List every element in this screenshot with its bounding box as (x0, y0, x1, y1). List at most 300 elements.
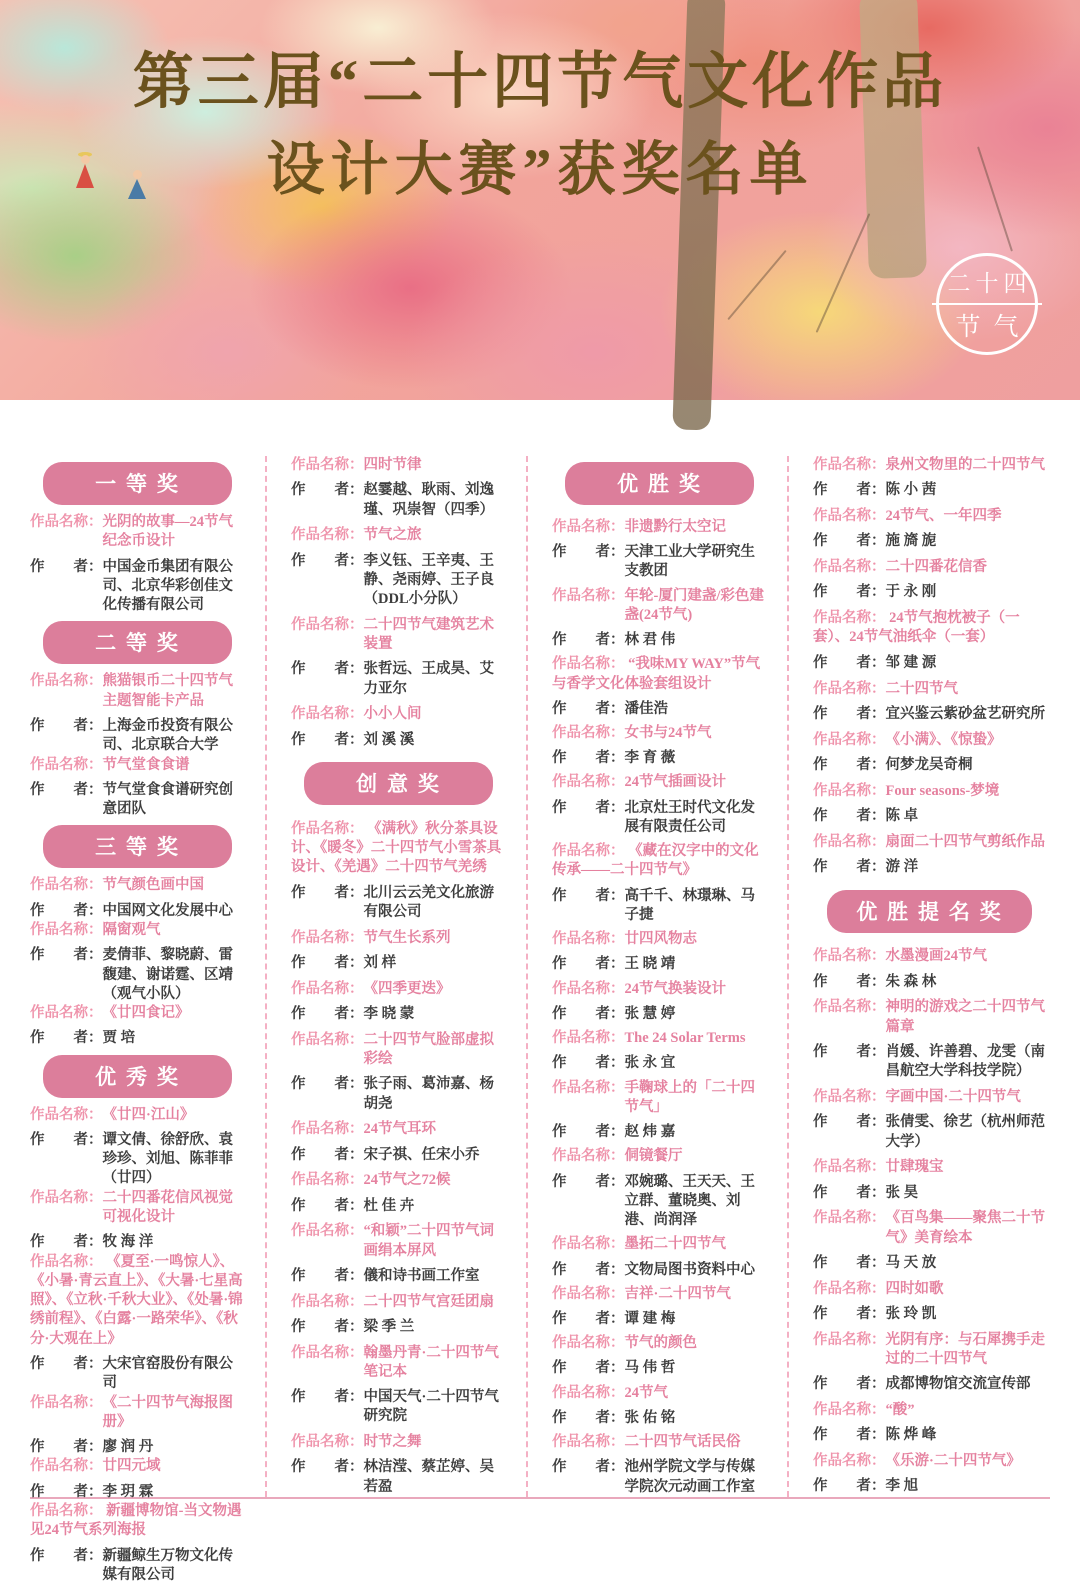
work-name-label: 作品名称： (30, 921, 103, 938)
author-label: 作 者： (552, 1005, 625, 1022)
logo-text-bottom: 节气 (955, 312, 1032, 341)
author-row (552, 1359, 767, 1378)
work-name-label: 作品名称： (813, 1331, 886, 1348)
work-name-label: 作品名称： (552, 1335, 625, 1352)
work-name-value: 24节气换装设计 (624, 980, 726, 997)
work-row (291, 1120, 506, 1139)
author-value: 邹 建 源 (885, 654, 937, 671)
work-name-value: 节气之旅 (363, 527, 422, 544)
award-entry (813, 1452, 1046, 1497)
author-label: 作 者： (552, 1310, 625, 1327)
author-value: 文物局图书资料中心 (624, 1261, 755, 1278)
work-name-value: 光阴有序：与石犀携手走过的二十四节气 (885, 1331, 1045, 1368)
author-label: 作 者： (813, 1114, 886, 1131)
work-row (813, 1331, 1046, 1370)
award-entry (291, 980, 506, 1025)
award-entry (30, 756, 245, 820)
work-name-value: 四时如歌 (885, 1280, 944, 1297)
work-name-label: 作品名称： (30, 514, 103, 530)
work-name-label: 作品名称： (813, 559, 886, 576)
author-value: 中国金币集团有限公司、北京华彩创佳文化传播有限公司 (102, 558, 233, 614)
work-name-label: 作品名称： (813, 1210, 886, 1227)
page-title-line2: 设计大赛”获奖名单 (266, 137, 814, 202)
author-label: 作 者： (30, 558, 103, 575)
work-name-value: 新疆博物馆-当文物遇见24节气系列海报 (30, 1502, 242, 1539)
work-name-label: 作品名称： (552, 1384, 625, 1401)
work-name-label: 作品名称： (30, 1502, 103, 1519)
award-entry (291, 526, 506, 609)
work-name-value: 《廿四食记》 (102, 1005, 190, 1022)
work-row (30, 1004, 245, 1023)
author-value: 张 玲 凯 (885, 1306, 937, 1322)
author-row (291, 1458, 506, 1497)
work-name-value: 《满秋》秋分茶具设计、《暖冬》二十四节气小雪茶具设计、《羌遇》二十四节气羌绣 (291, 820, 502, 876)
author-label: 作 者： (813, 705, 886, 722)
author-label: 作 者： (30, 1234, 103, 1251)
work-row (30, 1457, 245, 1476)
author-label: 作 者： (291, 731, 364, 748)
author-row (552, 700, 767, 719)
work-name-label: 作品名称： (552, 843, 625, 860)
author-row (30, 558, 245, 616)
award-entry (552, 724, 767, 769)
author-value: 北京灶王时代文化发展有限责任公司 (624, 799, 755, 836)
author-value: 天津工业大学研究生支教团 (624, 544, 755, 580)
work-row (291, 705, 506, 724)
author-value: 王 晓 靖 (624, 956, 676, 973)
work-row (30, 876, 245, 895)
work-row (552, 587, 767, 626)
work-row (291, 1171, 506, 1190)
work-name-value: 24节气抱枕被子（一套）、24节气油纸伞（一套） (813, 610, 1020, 646)
author-label: 作 者： (813, 1427, 886, 1444)
work-name-label: 作品名称： (813, 731, 886, 748)
author-row (552, 1005, 767, 1024)
work-row (552, 1285, 767, 1304)
award-category-label: 优 胜 提 名 奖 (856, 900, 1003, 924)
author-row (30, 717, 245, 756)
work-row (813, 782, 1046, 801)
award-entry (552, 1433, 767, 1497)
work-name-value: 光阴的故事—24节气纪念币设计 (102, 514, 233, 550)
award-entry (30, 1106, 245, 1189)
author-row (552, 1458, 767, 1497)
author-value: 儀和诗书画工作室 (363, 1267, 480, 1284)
work-name-label: 作品名称： (30, 877, 103, 894)
work-row (291, 1031, 506, 1070)
author-label: 作 者： (291, 552, 364, 569)
author-label: 作 者： (813, 1184, 886, 1201)
author-row (552, 955, 767, 974)
work-row (813, 731, 1046, 750)
work-name-value: 廿四风物志 (624, 931, 697, 948)
author-label: 作 者： (813, 1376, 886, 1393)
author-value: 潘佳浩 (624, 700, 668, 717)
work-name-label: 作品名称： (552, 1433, 625, 1450)
work-row (291, 980, 506, 999)
author-value: 张 昊 (885, 1184, 919, 1201)
author-row (552, 749, 767, 768)
author-row (813, 756, 1046, 775)
work-name-label: 作品名称： (291, 1172, 364, 1189)
work-row (552, 1433, 767, 1452)
work-name-label: 作品名称： (30, 673, 103, 690)
work-row (813, 833, 1046, 852)
work-name-label: 作品名称： (813, 1453, 886, 1470)
work-row (813, 1452, 1046, 1471)
author-value: 何梦龙吴奇桐 (885, 756, 973, 773)
author-label: 作 者： (291, 1459, 364, 1476)
author-label: 作 者： (552, 1124, 625, 1141)
work-name-label: 作品名称： (813, 1402, 886, 1419)
work-name-label: 作品名称： (552, 1079, 625, 1096)
author-row (291, 884, 506, 923)
award-entry (552, 1079, 767, 1143)
award-entry (30, 672, 245, 755)
work-name-label: 作品名称： (552, 1148, 625, 1165)
work-name-value: 二十四节气话民俗 (624, 1433, 741, 1450)
page-title (0, 49, 1080, 202)
author-value: 刘 溪 溪 (363, 731, 415, 748)
work-name-label: 作品名称： (813, 948, 886, 965)
author-row (291, 1075, 506, 1114)
author-label: 作 者： (291, 884, 364, 901)
author-row (813, 1043, 1046, 1082)
author-label: 作 者： (552, 632, 625, 649)
award-entry (813, 680, 1046, 725)
author-label: 作 者： (813, 1478, 886, 1495)
author-row (813, 1305, 1046, 1324)
author-label: 作 者： (291, 1146, 364, 1163)
author-label: 作 者： (291, 661, 364, 678)
award-category-label: 创 意 奖 (356, 773, 441, 797)
work-row (30, 1502, 245, 1541)
author-row (30, 781, 245, 820)
branch-illustration (727, 250, 786, 320)
work-name-value: 墨拓二十四节气 (624, 1236, 726, 1253)
author-label: 作 者： (30, 1030, 103, 1047)
work-name-label: 作品名称： (291, 1121, 364, 1138)
work-name-label: 作品名称： (813, 610, 886, 627)
award-entry (813, 558, 1046, 603)
author-label: 作 者： (291, 1197, 364, 1214)
award-category-label: 一 等 奖 (95, 473, 180, 496)
author-value: 施 旖 旎 (885, 533, 937, 550)
work-name-value: 水墨漫画24节气 (885, 948, 987, 965)
award-entry (552, 587, 767, 651)
work-name-label: 作品名称： (552, 980, 625, 997)
work-name-label: 作品名称： (291, 706, 364, 723)
author-row (291, 481, 506, 520)
work-row (30, 1253, 245, 1349)
logo-divider-line (932, 303, 1041, 305)
author-value: 张 佑 铭 (624, 1409, 676, 1426)
author-row (552, 1409, 767, 1428)
award-entry (813, 998, 1046, 1081)
award-entry (291, 1222, 506, 1286)
work-name-value: 时节之舞 (363, 1434, 422, 1451)
author-label: 作 者： (552, 1261, 625, 1278)
work-row (813, 609, 1046, 648)
author-row (552, 631, 767, 650)
work-name-value: 小小人间 (363, 706, 422, 723)
award-entry (291, 1171, 506, 1216)
work-name-label: 作品名称： (30, 1253, 103, 1270)
work-row (813, 947, 1046, 966)
award-entry (30, 1502, 245, 1585)
award-entry (552, 1029, 767, 1074)
work-row (30, 921, 245, 940)
author-row (813, 481, 1046, 500)
award-entry (813, 1280, 1046, 1325)
author-row (813, 705, 1046, 724)
author-row (813, 1375, 1046, 1394)
author-label: 作 者： (291, 1389, 364, 1406)
page-title-line1: 第三届“二十四节气文化作品 (132, 49, 948, 116)
author-row (30, 1131, 245, 1189)
author-label: 作 者： (30, 1131, 103, 1148)
work-row (552, 980, 767, 999)
work-name-value: 二十四番花信风视觉可视化设计 (102, 1189, 233, 1226)
award-entry (291, 1293, 506, 1338)
work-name-value: 手鞠球上的「二十四节气」 (624, 1079, 755, 1115)
author-value: 游 洋 (885, 859, 919, 875)
author-value: 陈 卓 (885, 807, 919, 824)
work-row (552, 655, 767, 694)
award-category-header (565, 462, 754, 505)
author-row (291, 731, 506, 750)
work-name-label: 作品名称： (813, 1159, 886, 1176)
author-label: 作 者： (552, 1360, 625, 1377)
work-name-value: 翰墨丹青·二十四节气笔记本 (363, 1344, 499, 1380)
award-entry (552, 1285, 767, 1330)
work-row (813, 1209, 1046, 1248)
author-row (813, 583, 1046, 602)
work-row (30, 756, 245, 775)
branch-illustration (816, 213, 871, 333)
work-name-label: 作品名称： (813, 508, 886, 525)
author-label: 作 者： (552, 700, 625, 717)
author-value: 张 慧 婷 (624, 1005, 676, 1022)
author-label: 作 者： (552, 956, 625, 973)
author-value: 中国网文化发展中心 (102, 902, 233, 919)
work-name-label: 作品名称： (813, 999, 886, 1016)
author-label: 作 者： (291, 1267, 364, 1284)
work-name-value: 《藏在汉字中的文化传承——二十四节气》 (552, 843, 759, 879)
work-name-value: 二十四节气建筑艺术装置 (363, 616, 494, 653)
author-row (30, 1029, 245, 1048)
work-name-label: 作品名称： (30, 1394, 103, 1411)
work-row (813, 680, 1046, 699)
award-entry (291, 456, 506, 520)
work-row (30, 1394, 245, 1433)
work-name-label: 作品名称： (813, 833, 886, 850)
work-name-value: 24节气之72候 (363, 1172, 451, 1189)
work-name-label: 作品名称： (291, 1031, 364, 1048)
work-row (291, 1344, 506, 1383)
work-name-value: “和颖”二十四节气词画绢本屏风 (363, 1223, 494, 1259)
author-value: 林洁滢、蔡芷婷、吴若盈 (363, 1459, 494, 1495)
work-row (30, 513, 245, 552)
award-entry (291, 1120, 506, 1165)
author-label: 作 者： (813, 1043, 886, 1060)
work-name-value: 《乐游·二十四节气》 (885, 1453, 1021, 1470)
author-value: 马 伟 哲 (624, 1360, 676, 1377)
work-name-label: 作品名称： (813, 457, 886, 473)
author-row (291, 1267, 506, 1286)
award-entry (552, 930, 767, 975)
work-name-value: 24节气 (624, 1384, 668, 1401)
author-value: 赵霎越、耿雨、刘逸瑾、巩崇智（四季） (363, 482, 494, 518)
work-row (552, 518, 767, 537)
author-value: 陈 烨 峰 (885, 1427, 937, 1444)
work-row (552, 1334, 767, 1353)
work-name-label: 作品名称： (552, 1285, 625, 1302)
work-row (813, 558, 1046, 577)
author-value: 张倩雯、徐艺（杭州师范大学） (885, 1114, 1045, 1150)
author-value: 池州学院文学与传媒学院次元动画工作室 (624, 1459, 755, 1495)
work-name-value: 女书与24节气 (624, 725, 712, 742)
author-row (813, 1254, 1046, 1273)
author-value: 谭文倩、徐舒欣、袁珍珍、刘旭、陈菲菲（廿四） (102, 1131, 233, 1187)
work-row (291, 1293, 506, 1312)
author-label: 作 者： (30, 1483, 103, 1500)
work-row (552, 930, 767, 949)
author-value: 张哲远、王成昊、艾力亚尔 (363, 661, 494, 697)
award-entry (813, 1158, 1046, 1203)
author-value: 赵 炜 嘉 (624, 1124, 676, 1141)
award-entry (30, 1457, 245, 1502)
work-name-label: 作品名称： (291, 1293, 364, 1310)
author-row (291, 660, 506, 699)
author-row (291, 954, 506, 973)
work-row (291, 526, 506, 545)
award-category-label: 优 秀 奖 (95, 1065, 180, 1089)
award-entry (291, 705, 506, 750)
award-entry (813, 1088, 1046, 1152)
work-row (291, 820, 506, 878)
author-row (813, 532, 1046, 551)
work-name-label: 作品名称： (552, 587, 625, 604)
author-row (813, 1477, 1046, 1496)
author-value: 牧 海 洋 (102, 1234, 154, 1251)
award-entry (813, 947, 1046, 992)
author-label: 作 者： (813, 859, 886, 875)
author-value: 高千千、林璟琳、马子捷 (624, 887, 755, 924)
author-value: 于 永 刚 (885, 584, 937, 601)
award-category-header (43, 621, 232, 664)
author-value: 李 晓 蒙 (363, 1005, 415, 1022)
work-name-value: 24节气耳环 (363, 1121, 436, 1138)
author-row (291, 1005, 506, 1024)
author-row (552, 887, 767, 926)
award-entry (30, 1004, 245, 1049)
author-row (30, 1355, 245, 1394)
author-label: 作 者： (552, 1409, 625, 1426)
work-name-label: 作品名称： (291, 527, 364, 544)
work-row (291, 929, 506, 948)
work-name-value: 《二十四节气海报图册》 (102, 1394, 233, 1430)
author-value: 陈 小 茜 (885, 482, 937, 499)
work-row (552, 1384, 767, 1403)
award-entry (30, 1253, 245, 1394)
author-row (813, 1426, 1046, 1445)
author-value: 马 天 放 (885, 1254, 937, 1271)
work-name-label: 作品名称： (30, 756, 103, 773)
work-name-value: 廿四元域 (102, 1458, 161, 1475)
award-entry (30, 513, 245, 615)
author-value: 贾 培 (102, 1030, 136, 1047)
author-value: 李 玥 霖 (102, 1483, 154, 1500)
work-row (813, 1401, 1046, 1420)
author-value: 张子雨、葛沛嘉、杨胡尧 (363, 1076, 494, 1112)
author-label: 作 者： (30, 781, 103, 798)
award-category-label: 二 等 奖 (95, 632, 180, 656)
work-name-value: 《小满》、《惊蛰》 (885, 731, 1002, 748)
work-row (291, 1433, 506, 1452)
author-label: 作 者： (813, 1306, 886, 1322)
award-entry (813, 456, 1046, 501)
award-entry (813, 782, 1046, 827)
award-entry (30, 876, 245, 921)
work-name-value: 字画中国·二十四节气 (885, 1088, 1021, 1105)
author-value: 张 永 宜 (624, 1055, 676, 1072)
author-value: 李 旭 (885, 1478, 919, 1495)
work-name-value: 节气生长系列 (363, 929, 451, 946)
author-value: 肖媛、许善碧、龙雯（南昌航空大学科技学院） (885, 1043, 1045, 1080)
work-row (813, 1158, 1046, 1177)
work-name-value: Four seasons-梦境 (885, 782, 1000, 799)
award-entry (552, 842, 767, 925)
author-label: 作 者： (552, 544, 625, 561)
author-label: 作 者： (30, 1439, 103, 1456)
author-row (552, 1261, 767, 1280)
award-entry (291, 820, 506, 922)
work-name-value: 24节气、一年四季 (885, 508, 1002, 525)
work-name-value: 《四季更迭》 (363, 980, 451, 997)
work-name-label: 作品名称： (291, 820, 364, 837)
work-name-value: 四时节律 (363, 457, 422, 473)
award-entry (552, 518, 767, 582)
award-column (30, 456, 267, 1583)
award-entry (552, 773, 767, 837)
work-name-value: 泉州文物里的二十四节气 (885, 457, 1045, 473)
work-name-value: 节气颜色画中国 (102, 877, 204, 894)
author-label: 作 者： (813, 482, 886, 499)
work-name-label: 作品名称： (552, 774, 625, 791)
work-name-label: 作品名称： (30, 1106, 103, 1123)
work-row (813, 1088, 1046, 1107)
work-row (552, 1235, 767, 1254)
author-label: 作 者： (813, 973, 886, 990)
work-name-value: 二十四节气 (885, 680, 958, 697)
logo-text-top: 二十四 (947, 271, 1032, 297)
award-columns (30, 434, 1050, 1583)
author-row (813, 807, 1046, 826)
work-name-label: 作品名称： (30, 1189, 103, 1206)
award-entry (291, 929, 506, 974)
award-entry (552, 1384, 767, 1429)
work-row (552, 842, 767, 881)
author-label: 作 者： (552, 799, 625, 816)
work-name-label: 作品名称： (552, 725, 625, 742)
award-entry (552, 1235, 767, 1280)
award-entry (291, 1433, 506, 1497)
author-label: 作 者： (30, 947, 103, 964)
author-label: 作 者： (813, 1254, 886, 1271)
work-row (30, 672, 245, 711)
award-entry (552, 1334, 767, 1379)
